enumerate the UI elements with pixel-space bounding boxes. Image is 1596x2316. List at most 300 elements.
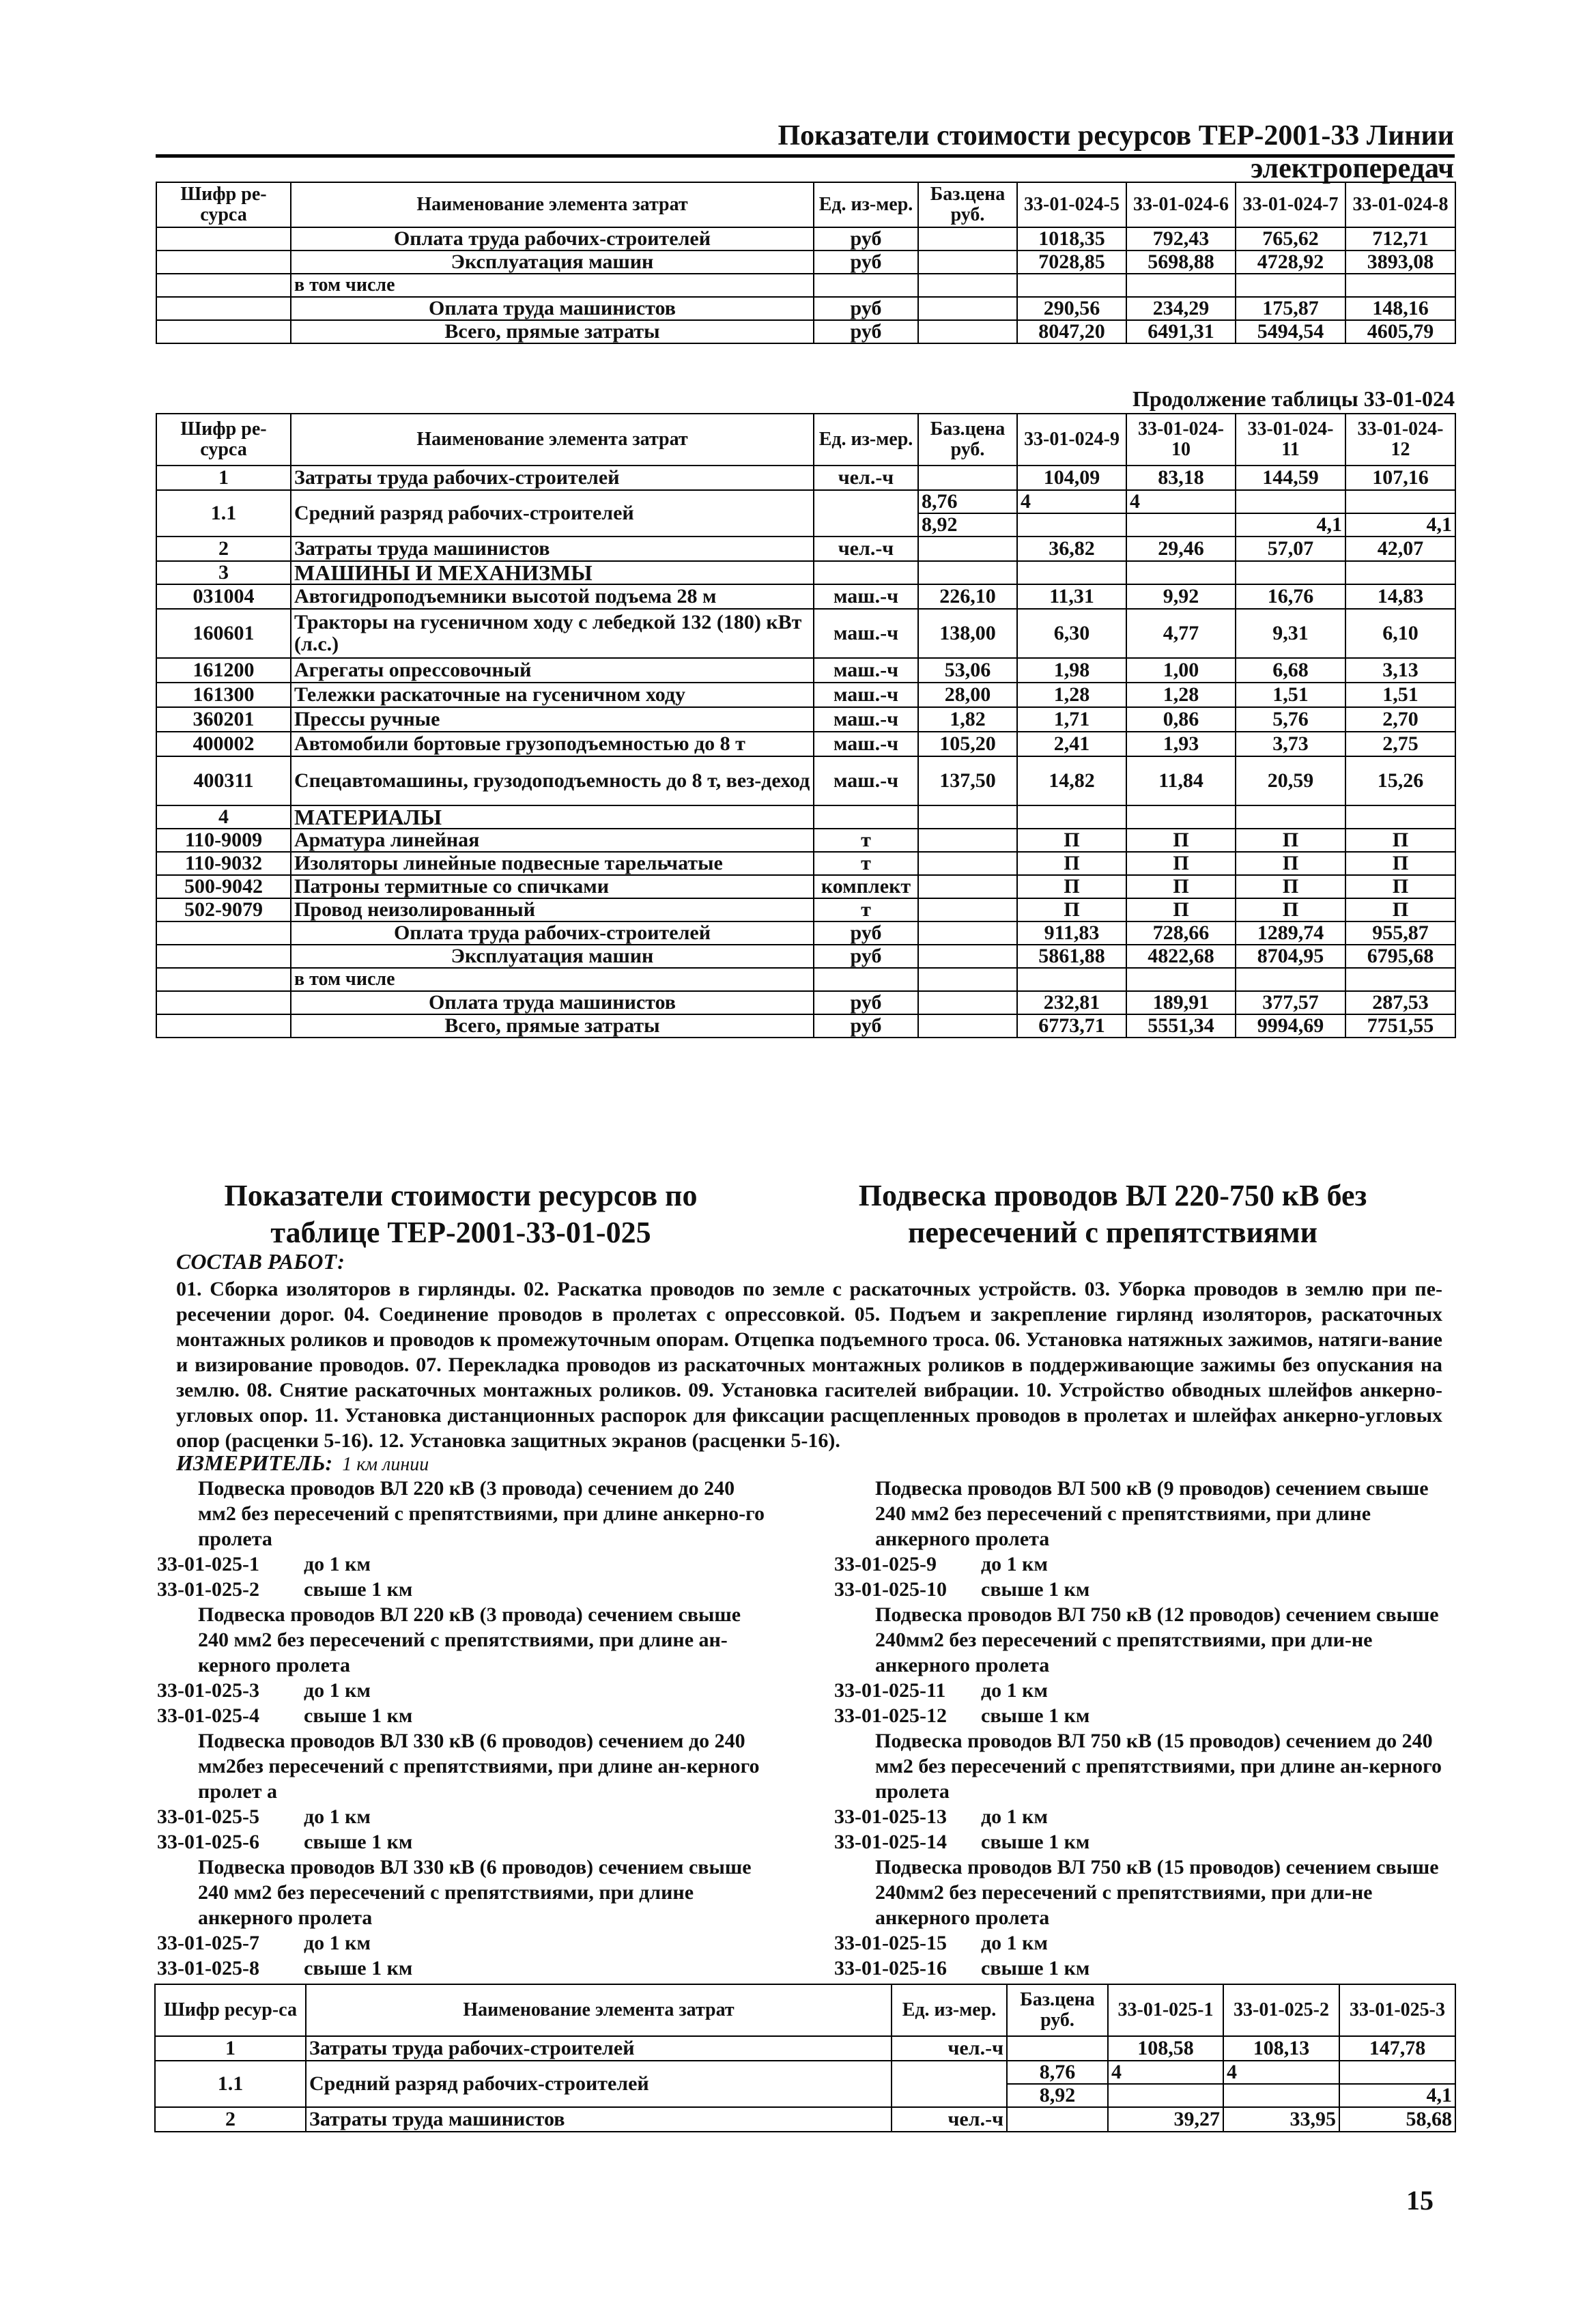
section-row-materials [156,805,1455,829]
row-base: 137,50 [918,756,1017,805]
row-code [156,991,291,1014]
header-base-price: Баз.цена руб. [918,414,1017,466]
variant-code: 33-01-025-7 [157,1932,259,1954]
row-unit: чел.-ч [892,2036,1007,2061]
row-code: 360201 [156,707,291,732]
row-name: Тележки раскаточные на гусеничном ходу [291,683,814,707]
row-value: 83,18 [1126,466,1236,490]
table-row-total [156,945,1455,968]
row-value: 4822,68 [1126,945,1236,968]
row-name: в том числе [291,968,814,991]
row-value: 5551,34 [1126,1014,1236,1038]
row-unit: маш.-ч [814,584,918,609]
section-title-left: Показатели стоимости ресурсов по таблице ТЕР-2001-33-01-025 [224,1179,698,1249]
variant-code: 33-01-025-12 [834,1704,947,1727]
row-code [156,251,291,274]
row-name: Спецавтомашины, грузодоподъемность до 8 т, вез-деход [291,756,814,805]
works-description: 01. Сборка изоляторов в гирлянды. 02. Раскатка проводов по земле с раскаточных устройств. 03. Уборка проводов в землю при пе-ресечении дорог. 04. Соединение проводов в пролетах с опрессовкой. 05. Подъем и закрепление гирлянд изоляторов, раскаточных монтажных роликов и проводов к промежуточным опорам. Отцепка подъемного троса. 06. Установка натяжных зажимов, натяги-вание и визирование проводов. 07. Перекладка проводов из раскаточных монтажных роликов в поддерживающие зажимы без опускания на землю. 08. Снятие раскаточных монтажных роликов. 09. Установка гасителей вибрации. 10. Устройство обводных шлейфов анкерно-угловых опор. 11. Установка дистанционных распорок для фиксации расщепленных проводов в пролетах и шлейфах анкерно-угловых опор (расценки 5-16). 12. Установка защитных экранов (расценки 5-16). [176,1278,1442,1452]
row-value: 33,95 [1223,2107,1339,2132]
table-row-total [156,968,1455,991]
row-unit: чел.-ч [814,537,918,561]
row-unit: маш.-ч [814,707,918,732]
row-unit: руб [814,297,918,320]
row-name: Тракторы на гусеничном ходу с лебедкой 132 (180) кВт (л.с.) [291,609,814,658]
row-value: 107,16 [1345,466,1455,490]
row-name: Оплата труда рабочих-строителей [291,921,814,945]
variant-code: 33-01-025-13 [834,1805,947,1828]
row-value: 4,1 [1339,2084,1455,2107]
header-col-4: 33-01-024-12 [1345,414,1455,466]
row-code [156,921,291,945]
table-row [156,227,1455,251]
row-value: 792,43 [1126,227,1236,251]
row-value: 955,87 [1345,921,1455,945]
row-value: П [1236,852,1345,875]
variant-row [157,1804,771,1829]
row-name: Эксплуатация машин [291,945,814,968]
row-code [156,1014,291,1038]
row-value [1236,490,1345,513]
row-value: 4605,79 [1345,320,1455,343]
variant-row [157,1577,771,1602]
row-value [1126,274,1236,297]
row-value: 7751,55 [1345,1014,1455,1038]
row-name: Агрегаты опрессовочный [291,658,814,683]
variant-row [834,1552,1449,1577]
row-value: 4 [1126,490,1236,513]
table-row [156,658,1455,683]
left-column-variants [157,1476,771,1981]
header-unit: Ед. из-мер. [814,182,918,227]
cost-table-33-01-025 [154,1984,1456,2132]
row-code: 400311 [156,756,291,805]
row-name: Патроны термитные со спичками [291,875,814,898]
row-value: П [1017,898,1126,921]
header-col-1: 33-01-024-9 [1017,414,1126,466]
row-base [918,991,1017,1014]
row-value [1017,513,1126,537]
header-col-4: 33-01-024-8 [1345,182,1455,227]
cost-table-continuation-top [156,182,1456,344]
row-value: 108,13 [1223,2036,1339,2061]
row-base [1007,2107,1108,2132]
variant-text: до 1 км [304,1932,371,1954]
row-value: 1,93 [1126,732,1236,756]
variant-row [157,1829,771,1855]
variant-text: до 1 км [981,1679,1048,1702]
row-value: 6773,71 [1017,1014,1126,1038]
section-row-machines [156,561,1455,584]
row-value: 712,71 [1345,227,1455,251]
variant-code: 33-01-025-4 [157,1704,259,1727]
variant-row [157,1552,771,1577]
row-code [156,968,291,991]
row-name: Оплата труда машинистов [291,297,814,320]
row-value: 9994,69 [1236,1014,1345,1038]
row-value: 1,51 [1236,683,1345,707]
table-row [156,490,1455,513]
row-name: Оплата труда рабочих-строителей [291,227,814,251]
row-value: 232,81 [1017,991,1126,1014]
row-value: 39,27 [1108,2107,1223,2132]
row-code: 031004 [156,584,291,609]
row-code: 2 [156,537,291,561]
row-name: Всего, прямые затраты [291,1014,814,1038]
row-value: 5861,88 [1017,945,1126,968]
table-row [156,732,1455,756]
table-row [156,537,1455,561]
row-value: 189,91 [1126,991,1236,1014]
variant-description: Подвеска проводов ВЛ 750 кВ (15 проводов) сечением до 240 мм2 без пересечений с препятствиями, при длине ан-керного пролета [875,1730,1442,1803]
row-value: 8704,95 [1236,945,1345,968]
header-col-3: 33-01-025-3 [1339,1984,1455,2036]
row-value: П [1236,829,1345,852]
row-value: 16,76 [1236,584,1345,609]
variant-code: 33-01-025-15 [834,1932,947,1954]
row-value: 14,83 [1345,584,1455,609]
row-code [156,320,291,343]
row-value: 4 [1223,2061,1339,2084]
row-name: Затраты труда машинистов [306,2107,892,2132]
row-value: 4 [1017,490,1126,513]
row-value: 104,09 [1017,466,1126,490]
row-base [918,875,1017,898]
variant-text: до 1 км [304,1553,371,1575]
row-base: 28,00 [918,683,1017,707]
table-row [156,609,1455,658]
row-value: 4 [1108,2061,1223,2084]
row-base [918,898,1017,921]
table-row [156,274,1455,297]
row-unit: маш.-ч [814,732,918,756]
row-base [918,1014,1017,1038]
variant-row [157,1956,771,1981]
row-unit: комплект [814,875,918,898]
header-col-2: 33-01-024-10 [1126,414,1236,466]
row-value: 377,57 [1236,991,1345,1014]
header-col-1: 33-01-024-5 [1017,182,1126,227]
row-value: 6795,68 [1345,945,1455,968]
row-value: 11,31 [1017,584,1126,609]
row-unit: чел.-ч [892,2107,1007,2132]
header-code: Шифр ресур-са [155,1984,306,2036]
row-name: Затраты труда машинистов [291,537,814,561]
row-code [156,945,291,968]
row-value: 4728,92 [1236,251,1345,274]
row-name: Изоляторы линейные подвесные тарельчатые [291,852,814,875]
row-value: 1,28 [1126,683,1236,707]
variant-text: до 1 км [981,1553,1048,1575]
row-base: 138,00 [918,609,1017,658]
variant-code: 33-01-025-6 [157,1831,259,1853]
right-column-variants [834,1476,1449,1981]
row-name: МАТЕРИАЛЫ [291,805,814,829]
table-row [156,251,1455,274]
table-row-total [156,921,1455,945]
row-value: 144,59 [1236,466,1345,490]
row-value: 5494,54 [1236,320,1345,343]
row-unit: маш.-ч [814,756,918,805]
page-number: 15 [1406,2185,1434,2216]
header-code: Шифр ре-сурса [156,182,291,227]
row-value: 42,07 [1345,537,1455,561]
row-name: Провод неизолированный [291,898,814,921]
header-code: Шифр ре-сурса [156,414,291,466]
variant-row [834,1703,1449,1728]
variant-text: до 1 км [304,1805,371,1828]
row-code: 110-9009 [156,829,291,852]
row-code [156,274,291,297]
row-value: 20,59 [1236,756,1345,805]
row-value: 2,41 [1017,732,1126,756]
row-unit [892,2061,1007,2107]
row-code: 502-9079 [156,898,291,921]
header-base-price: Баз.цена руб. [1007,1984,1108,2036]
row-code: 161200 [156,658,291,683]
table-row [156,466,1455,490]
row-code: 161300 [156,683,291,707]
row-value: 36,82 [1017,537,1126,561]
variant-description: Подвеска проводов ВЛ 220 кВ (3 провода) сечением до 240 мм2 без пересечений с препятствиями, при длине анкерно-го пролета [198,1477,765,1550]
row-name: Затраты труда рабочих-строителей [306,2036,892,2061]
row-unit: руб [814,320,918,343]
row-value: 2,70 [1345,707,1455,732]
row-value: 1018,35 [1017,227,1126,251]
variant-code: 33-01-025-1 [157,1553,259,1575]
variant-row [157,1678,771,1703]
table-row [156,898,1455,921]
row-value [1126,513,1236,537]
row-base [918,921,1017,945]
variant-code: 33-01-025-5 [157,1805,259,1828]
row-value: 58,68 [1339,2107,1455,2132]
row-name: Оплата труда машинистов [291,991,814,1014]
row-value: 287,53 [1345,991,1455,1014]
row-name: Автомобили бортовые грузоподъемностью до 8 т [291,732,814,756]
row-value: П [1017,875,1126,898]
row-value: 1,00 [1126,658,1236,683]
variant-code: 33-01-025-3 [157,1679,259,1702]
variant-row [834,1678,1449,1703]
row-value: 6491,31 [1126,320,1236,343]
variant-description: Подвеска проводов ВЛ 750 кВ (12 проводов) сечением свыше 240мм2 без пересечений с препятствиями, при дли-не анкерного пролета [875,1603,1439,1676]
row-base [918,227,1017,251]
header-col-2: 33-01-024-6 [1126,182,1236,227]
row-base [1007,2036,1108,2061]
section-title-right: Подвеска проводов ВЛ 220-750 кВ без пересечений с препятствиями [858,1179,1367,1249]
header-col-2: 33-01-025-2 [1223,1984,1339,2036]
table-row [155,2061,1455,2084]
table-row [156,756,1455,805]
row-value: 147,78 [1339,2036,1455,2061]
row-value: 9,31 [1236,609,1345,658]
row-name: Средний разряд рабочих-строителей [291,490,814,537]
row-value: 234,29 [1126,297,1236,320]
table-row [156,584,1455,609]
row-value: 1,51 [1345,683,1455,707]
row-base [918,274,1017,297]
header-name: Наименование элемента затрат [291,182,814,227]
row-code: 1.1 [155,2061,306,2107]
row-value: П [1236,898,1345,921]
row-value: П [1126,852,1236,875]
row-unit [814,968,918,991]
row-unit: руб [814,227,918,251]
row-value: 728,66 [1126,921,1236,945]
row-value: 1,28 [1017,683,1126,707]
row-code: 400002 [156,732,291,756]
row-unit: маш.-ч [814,683,918,707]
header-name: Наименование элемента затрат [306,1984,892,2036]
row-value [1236,274,1345,297]
row-unit: руб [814,1014,918,1038]
row-code: 1.1 [156,490,291,537]
table-row-total [156,991,1455,1014]
row-name: Эксплуатация машин [291,251,814,274]
variant-row [157,1703,771,1728]
row-base [918,852,1017,875]
table-continuation-caption: Продолжение таблицы 33-01-024 [1132,386,1455,411]
row-value: 4,1 [1345,513,1455,537]
row-value: 6,30 [1017,609,1126,658]
row-value [1126,968,1236,991]
row-value [1108,2084,1223,2107]
header-base-price: Баз.цена руб. [918,182,1017,227]
row-value: 3,13 [1345,658,1455,683]
row-base: 1,82 [918,707,1017,732]
table-row [156,875,1455,898]
variant-text: свыше 1 км [304,1957,413,1979]
row-value [1339,2061,1455,2084]
variant-text: свыше 1 км [981,1831,1090,1853]
table-row [155,2107,1455,2132]
variant-row [834,1577,1449,1602]
row-value [1345,490,1455,513]
row-value: 108,58 [1108,2036,1223,2061]
table-row [156,297,1455,320]
row-value: 1,98 [1017,658,1126,683]
row-value: 3,73 [1236,732,1345,756]
variant-row [157,1930,771,1956]
row-value: 290,56 [1017,297,1126,320]
variant-text: свыше 1 км [981,1957,1090,1979]
table-row [156,707,1455,732]
row-base [918,945,1017,968]
row-value: 911,83 [1017,921,1126,945]
header-col-1: 33-01-025-1 [1108,1984,1223,2036]
header-name: Наименование элемента затрат [291,414,814,466]
row-value: П [1017,829,1126,852]
row-value: 0,86 [1126,707,1236,732]
row-value: П [1126,898,1236,921]
row-value: П [1345,852,1455,875]
variant-row [834,1956,1449,1981]
row-code: 1 [155,2036,306,2061]
variant-code: 33-01-025-10 [834,1578,947,1601]
row-base: 8,92 [918,513,1017,537]
variant-description: Подвеска проводов ВЛ 500 кВ (9 проводов) сечением свыше 240 мм2 без пересечений с препятствиями, при длине анкерного пролета [875,1477,1429,1550]
variant-description: Подвеска проводов ВЛ 330 кВ (6 проводов) сечением до 240 мм2без пересечений с препятствиями, при длине ан-керного пролет а [198,1730,760,1803]
row-value: 11,84 [1126,756,1236,805]
row-value: 765,62 [1236,227,1345,251]
variant-code: 33-01-025-11 [834,1679,946,1702]
row-code [156,227,291,251]
variant-text: свыше 1 км [304,1578,413,1601]
row-value: 175,87 [1236,297,1345,320]
header-col-3: 33-01-024-7 [1236,182,1345,227]
row-name: Средний разряд рабочих-строителей [306,2061,892,2107]
row-base: 8,76 [1007,2061,1108,2084]
row-value [1345,968,1455,991]
row-base: 53,06 [918,658,1017,683]
table-row [156,683,1455,707]
row-name: Автогидроподъемники высотой подъема 28 м [291,584,814,609]
row-value: 15,26 [1345,756,1455,805]
row-unit: руб [814,921,918,945]
variant-code: 33-01-025-8 [157,1957,259,1979]
row-base [918,466,1017,490]
row-unit [814,274,918,297]
row-value: 148,16 [1345,297,1455,320]
table-row [156,852,1455,875]
row-base: 226,10 [918,584,1017,609]
row-name: МАШИНЫ И МЕХАНИЗМЫ [291,561,814,584]
row-code: 1 [156,466,291,490]
header-unit: Ед. из-мер. [814,414,918,466]
row-base [918,537,1017,561]
row-value: П [1126,829,1236,852]
row-value [1017,274,1126,297]
row-value [1345,274,1455,297]
row-value: П [1017,852,1126,875]
row-value [1223,2084,1339,2107]
row-value: 8047,20 [1017,320,1126,343]
row-base [918,320,1017,343]
variant-code: 33-01-025-14 [834,1831,947,1853]
table-row [156,829,1455,852]
variant-description: Подвеска проводов ВЛ 330 кВ (6 проводов) сечением свыше 240 мм2 без пересечений с препятствиями, при длине анкерного пролета [198,1856,752,1929]
meter-label [176,1450,429,1476]
variant-text: до 1 км [981,1932,1048,1954]
row-base [918,829,1017,852]
header-unit: Ед. из-мер. [892,1984,1007,2036]
row-base [918,297,1017,320]
row-name: в том числе [291,274,814,297]
row-value: 9,92 [1126,584,1236,609]
row-unit: т [814,852,918,875]
row-unit: чел.-ч [814,466,918,490]
row-base [918,968,1017,991]
meter-value: 1 км линии [342,1454,429,1475]
row-value: 14,82 [1017,756,1126,805]
variant-text: свыше 1 км [304,1704,413,1727]
variant-description: Подвеска проводов ВЛ 220 кВ (3 провода) сечением свыше 240 мм2 без пересечений с препятствиями, при длине ан-керного пролета [198,1603,741,1676]
variant-code: 33-01-025-16 [834,1957,947,1979]
row-unit [814,490,918,537]
variant-text: свыше 1 км [304,1831,413,1853]
cost-table-33-01-024 [156,413,1456,1038]
variant-row [834,1829,1449,1855]
row-value: 6,68 [1236,658,1345,683]
table-row-total [156,1014,1455,1038]
row-unit: маш.-ч [814,609,918,658]
row-value: 2,75 [1345,732,1455,756]
meter-label-text: ИЗМЕРИТЕЛЬ: [176,1450,333,1475]
row-value [1236,968,1345,991]
header-col-3: 33-01-024-11 [1236,414,1345,466]
row-base: 8,92 [1007,2084,1108,2107]
row-unit: т [814,898,918,921]
